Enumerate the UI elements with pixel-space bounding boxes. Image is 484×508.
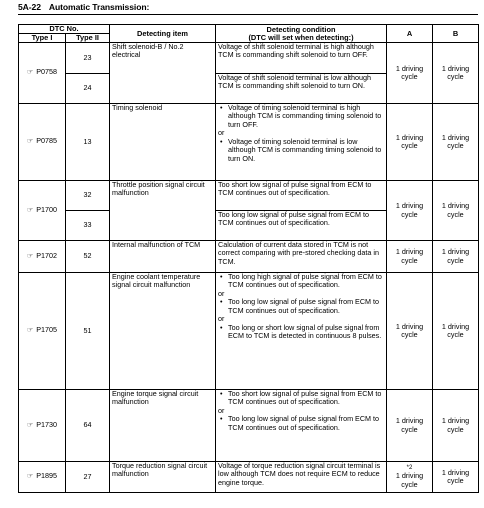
type1-header: Type I (19, 34, 66, 43)
or-label: or (218, 128, 225, 138)
dtc-no-header: DTC No. (19, 25, 110, 34)
detecting-condition-cell: Voltage of shift solenoid terminal is low although TCM is commanding shift solenoid to turn ON. (216, 74, 387, 104)
detecting-item-cell: Internal malfunction of TCM (110, 241, 216, 273)
detecting-item-cell: Engine coolant temperature signal circuit malfunction (110, 273, 216, 390)
dtc-type1-cell: ☞ P1705 (19, 273, 66, 390)
condition-bullet: • Voltage of timing solenoid terminal is low although TCM is commanding timing solenoid to turn ON. (218, 138, 384, 163)
column-b-cell: 1 driving cycle (433, 43, 479, 104)
column-b-cell: 1 driving cycle (433, 462, 479, 493)
column-b-cell: 1 driving cycle (433, 273, 479, 390)
column-b-cell: 1 driving cycle (433, 390, 479, 462)
condition-bullet: • Too long high signal of pulse signal from ECM to TCM continues out of specification. (218, 273, 384, 290)
pointing-hand-icon: ☞ (26, 252, 34, 260)
pointing-hand-icon: ☞ (26, 421, 34, 429)
table-row (19, 462, 479, 493)
or-label: or (218, 288, 225, 298)
dtc-type2-cell: 27 (66, 462, 110, 493)
condition-bullet: • Too long low signal of pulse signal from ECM to TCM continues out of specification. (218, 298, 384, 315)
dtc-type2-cell: 64 (66, 390, 110, 462)
column-b-cell: 1 driving cycle (433, 104, 479, 181)
table-row (19, 43, 479, 74)
detecting-condition-cell (216, 104, 387, 181)
column-b-cell: 1 driving cycle (433, 181, 479, 241)
detecting-item-header: Detecting item (110, 25, 216, 43)
dtc-type2-cell: 52 (66, 241, 110, 273)
detecting-condition-cell: Too long low signal of pulse signal from ECM to TCM continues out of specification. (216, 211, 387, 241)
dtc-table (18, 24, 479, 493)
detecting-item-cell: Timing solenoid (110, 104, 216, 181)
condition-bullet: • Voltage of timing solenoid terminal is high although TCM is commanding timing solenoid to turn OFF. (218, 104, 384, 129)
dtc-type1-cell: ☞ P1730 (19, 390, 66, 462)
footnote-marker: *2 (406, 464, 413, 471)
column-a-header: A (387, 25, 433, 43)
detecting-condition-cell: Calculation of current data stored in TCM is not correct comparing with pre-stored checking data in TCM. (216, 241, 387, 273)
dtc-type2-cell: 24 (66, 74, 110, 104)
column-a-cell: 1 driving cycle (387, 390, 433, 462)
detecting-condition-header (216, 25, 387, 43)
header-rule (18, 14, 478, 15)
dtc-type2-cell: 23 (66, 43, 110, 74)
condition-bullet: • Too short low signal of pulse signal from ECM to TCM continues out of specification. (218, 390, 384, 407)
dtc-type2-cell: 51 (66, 273, 110, 390)
table-row (19, 390, 479, 462)
condition-bullet: • Too long low signal of pulse signal from ECM to TCM continues out of specification. (218, 415, 384, 432)
detecting-condition-subtitle: (DTC will set when detecting:) (248, 32, 354, 42)
column-a-cell: 1 driving cycle (387, 241, 433, 273)
column-a-cell: 1 driving cycle (387, 104, 433, 181)
detecting-item-cell: Throttle position signal circuit malfunction (110, 181, 216, 241)
dtc-type1-cell: ☞ P0758 (19, 43, 66, 104)
dtc-type2-cell: 13 (66, 104, 110, 181)
column-a-cell: 1 driving cycle (387, 181, 433, 241)
pointing-hand-icon: ☞ (26, 69, 34, 77)
or-label: or (218, 405, 225, 415)
or-label: or (218, 314, 225, 324)
dtc-type2-cell: 32 (66, 181, 110, 211)
column-a-cell: 1 driving cycle (387, 43, 433, 104)
dtc-type2-cell: 33 (66, 211, 110, 241)
column-a-cell: 1 driving cycle (387, 273, 433, 390)
column-a-cell (387, 462, 433, 493)
table-row (19, 104, 479, 181)
dtc-type1-cell: ☞ P1700 (19, 181, 66, 241)
section-number: 5A-22 (18, 2, 41, 12)
column-b-cell: 1 driving cycle (433, 241, 479, 273)
table-row (19, 273, 479, 390)
pointing-hand-icon: ☞ (26, 327, 34, 335)
type2-header: Type II (66, 34, 110, 43)
detecting-item-cell: Torque reduction signal circuit malfunction (110, 462, 216, 493)
detecting-condition-cell (216, 390, 387, 462)
pointing-hand-icon: ☞ (26, 138, 34, 146)
detecting-condition-cell: Voltage of torque reduction signal circuit terminal is low although TCM does not require ECM to reduce engine torque. (216, 462, 387, 493)
table-row (19, 181, 479, 211)
detecting-condition-cell: Voltage of shift solenoid terminal is high although TCM is commanding shift solenoid to turn OFF. (216, 43, 387, 74)
dtc-type1-cell: ☞ P0785 (19, 104, 66, 181)
condition-bullet: • Too long or short low signal of pulse signal from ECM to TCM is detected in continuous 8 pulses. (218, 324, 384, 341)
column-b-header: B (433, 25, 479, 43)
dtc-type1-cell: ☞ P1702 (19, 241, 66, 273)
detecting-item-cell: Shift solenoid-B / No.2 electrical (110, 43, 216, 104)
table-row (19, 241, 479, 273)
page-header (18, 2, 149, 12)
detecting-condition-cell: Too short low signal of pulse signal from ECM to TCM continues out of specification. (216, 181, 387, 211)
dtc-type1-cell: ☞ P1895 (19, 462, 66, 493)
detecting-condition-title: Detecting condition (266, 24, 336, 34)
section-title: Automatic Transmission: (48, 2, 150, 12)
detecting-condition-cell (216, 273, 387, 390)
pointing-hand-icon: ☞ (26, 206, 34, 214)
pointing-hand-icon: ☞ (26, 473, 34, 481)
detecting-item-cell: Engine torque signal circuit malfunction (110, 390, 216, 462)
column-a-value: 1 driving cycle (395, 471, 424, 489)
